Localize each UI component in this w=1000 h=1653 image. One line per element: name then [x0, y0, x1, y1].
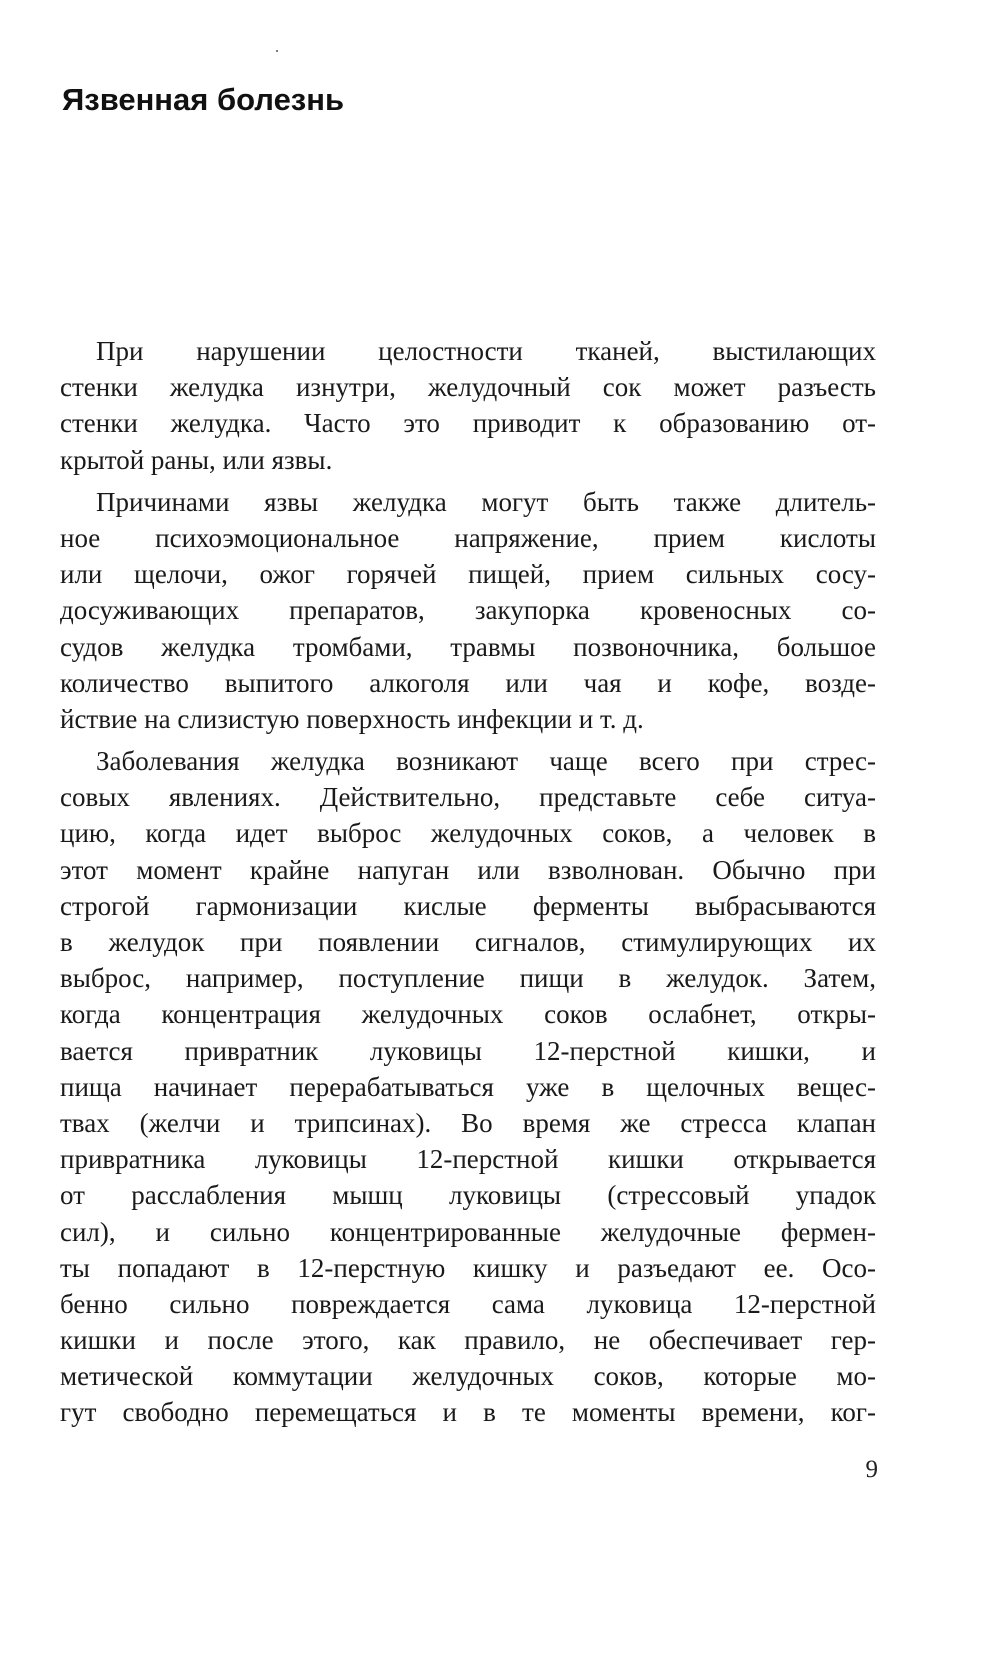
- text-line: или щелочи, ожог горячей пищей, прием сильных сосу-: [60, 559, 876, 590]
- text-line: кишки и после этого, как правило, не обеспечивает гер-: [60, 1325, 876, 1356]
- text-line: от расслабления мышц луковицы (стрессовый упадок: [60, 1180, 876, 1211]
- text-line: этот момент крайне напуган или взволнован. Обычно при: [60, 854, 876, 885]
- print-speck: [276, 50, 278, 52]
- text-line: ное психоэмоциональное напряжение, прием кислоты: [60, 522, 876, 553]
- text-line: привратника луковицы 12-перстной кишки открывается: [60, 1144, 876, 1175]
- text-line: выброс, например, поступление пищи в желудок. Затем,: [60, 963, 876, 994]
- text-line: в желудок при появлении сигналов, стимулирующих их: [60, 927, 876, 957]
- text-line: стенки желудка изнутри, желудочный сок может разъесть: [60, 372, 876, 403]
- chapter-title: Язвенная болезнь: [62, 82, 344, 117]
- paragraph-1: [60, 333, 876, 478]
- text-line: Причинами язвы желудка могут быть также длитель-: [96, 486, 876, 517]
- paragraph-2: [60, 484, 876, 737]
- text-line: количество выпитого алкоголя или чая и кофе, возде-: [60, 667, 876, 698]
- text-line: крытой раны, или язвы.: [60, 444, 333, 475]
- text-line: совых явлениях. Действительно, представьте себе ситуа-: [60, 782, 876, 813]
- text-line: сил), и сильно концентрированные желудочные фермен-: [60, 1216, 876, 1247]
- text-line: йствие на слизистую поверхность инфекции и т. д.: [60, 703, 644, 734]
- text-line: стенки желудка. Часто это приводит к образованию от-: [60, 408, 876, 439]
- text-line: ты попадают в 12-перстную кишку и разъедают ее. Осо-: [60, 1252, 876, 1283]
- text-line: судов желудка тромбами, травмы позвоночника, большое: [60, 631, 876, 662]
- text-line: строгой гармонизации кислые ферменты выбрасываются: [60, 890, 876, 921]
- body-text: [60, 333, 876, 1437]
- text-line: пища начинает перерабатываться уже в щелочных вещес-: [60, 1071, 876, 1102]
- text-line: При нарушении целостности тканей, выстилающих: [96, 336, 876, 366]
- page-number: 9: [865, 1456, 878, 1483]
- text-line: вается привратник луковицы 12-перстной кишки, и: [60, 1035, 876, 1066]
- paragraph-3: [60, 743, 876, 1431]
- text-line: гут свободно перемещаться и в те моменты времени, ког-: [60, 1397, 876, 1428]
- text-line: бенно сильно повреждается сама луковица 12-перстной: [60, 1288, 876, 1319]
- text-line: досуживающих препаратов, закупорка кровеносных со-: [60, 595, 876, 626]
- text-line: цию, когда идет выброс желудочных соков, а человек в: [60, 818, 876, 849]
- text-line: Заболевания желудка возникают чаще всего при стрес-: [96, 746, 876, 777]
- text-line: твах (желчи и трипсинах). Во время же стресса клапан: [60, 1107, 876, 1138]
- text-line: когда концентрация желудочных соков ослабнет, откры-: [60, 999, 876, 1030]
- text-line: метической коммутации желудочных соков, которые мо-: [60, 1361, 876, 1392]
